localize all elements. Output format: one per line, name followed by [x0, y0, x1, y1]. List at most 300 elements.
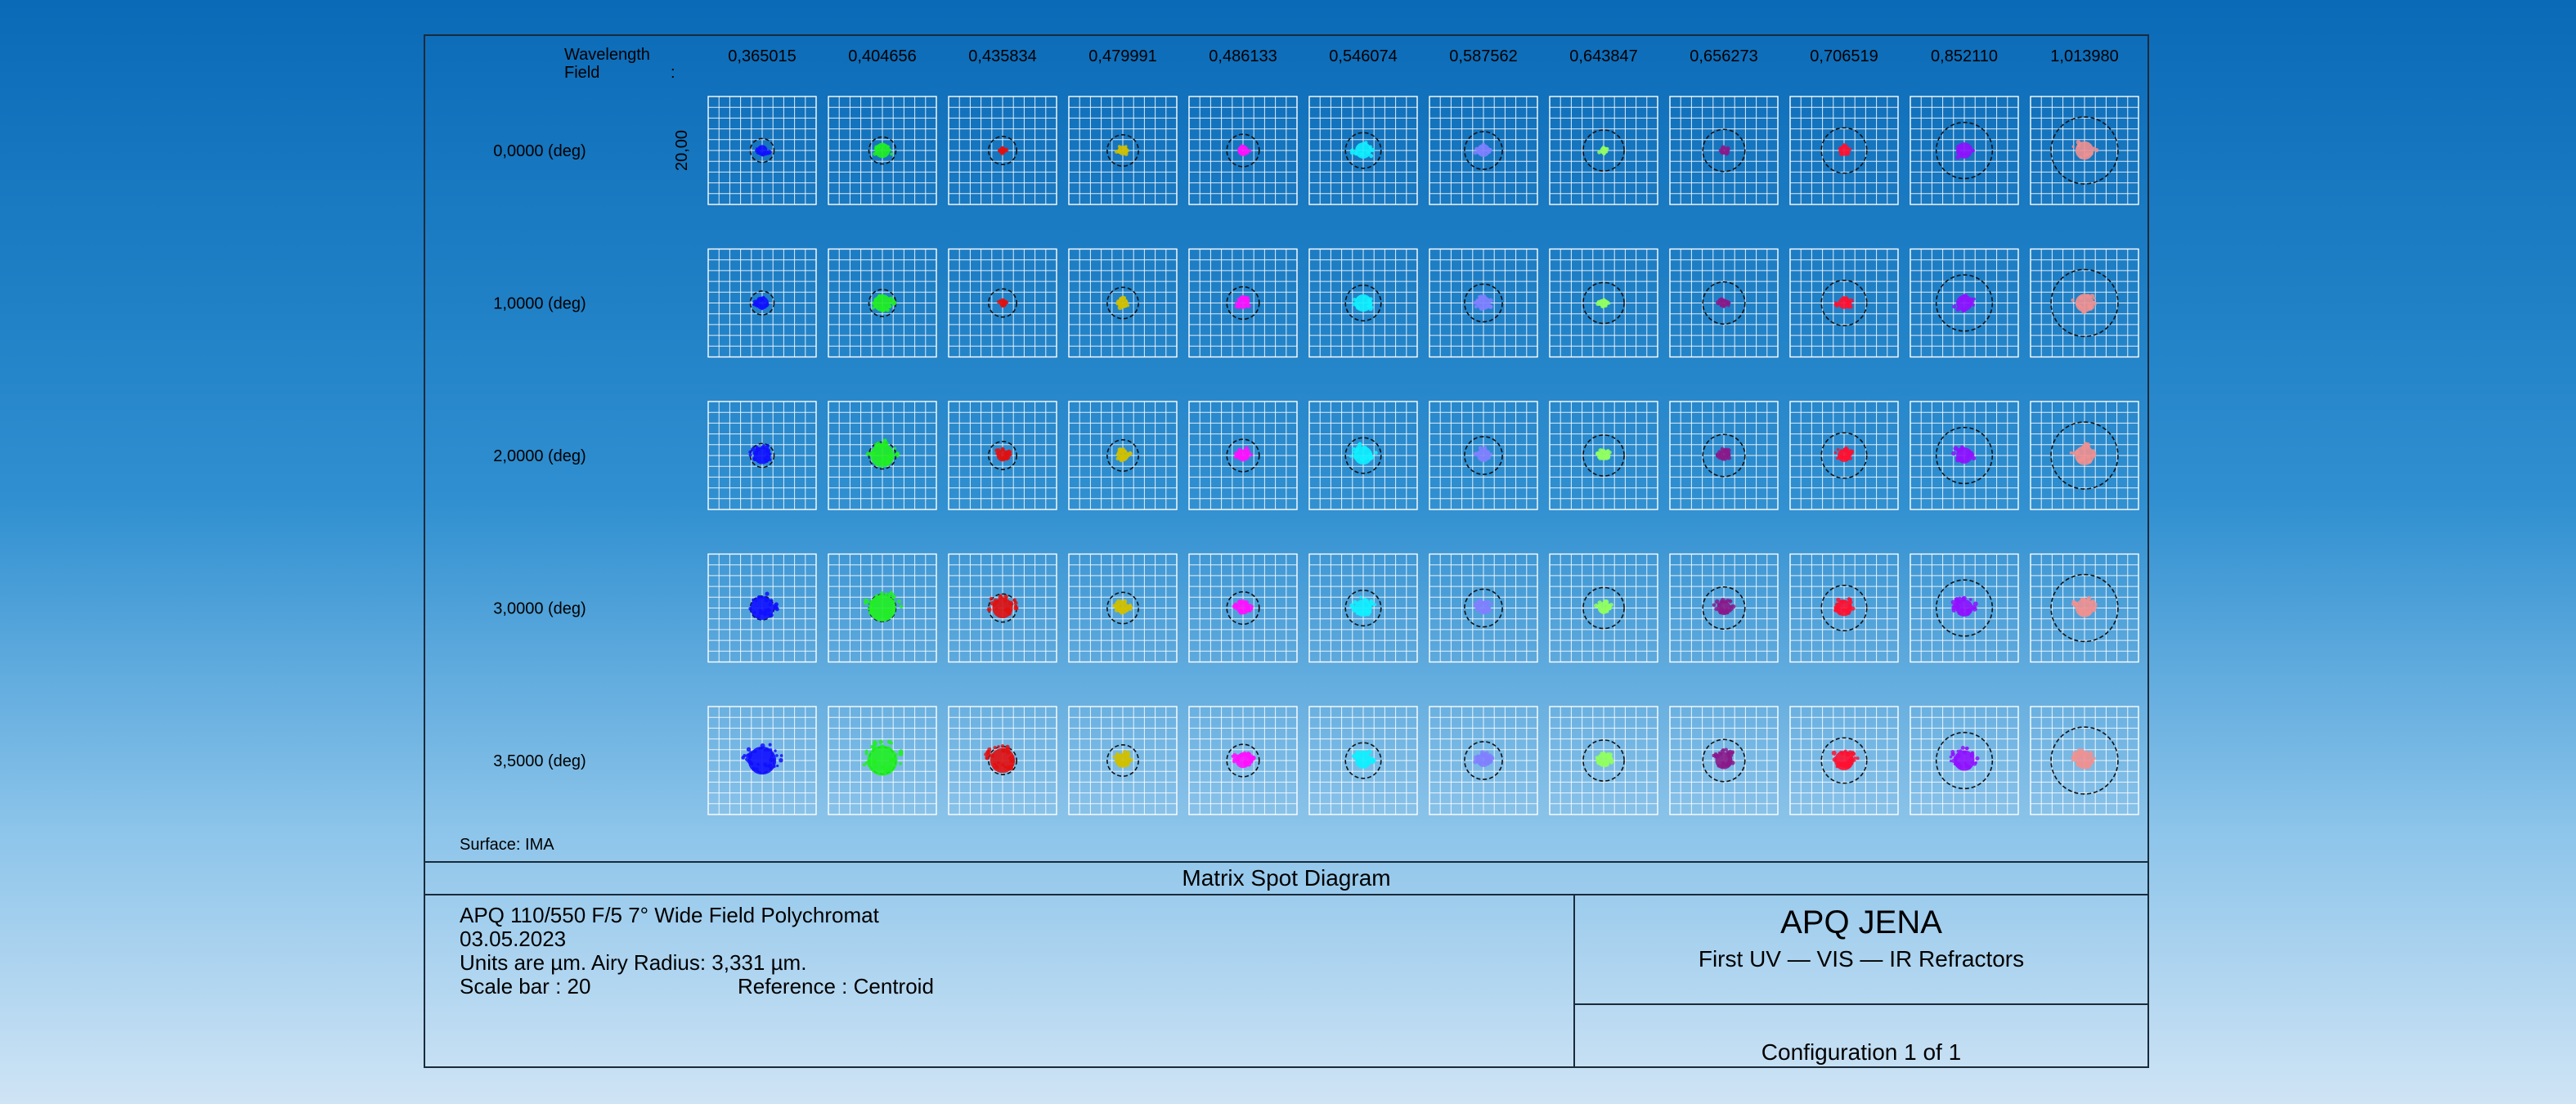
brand-panel	[1573, 894, 2149, 1005]
ray-point	[1476, 148, 1479, 150]
ray-point	[756, 763, 759, 765]
ray-point	[2089, 752, 2094, 756]
wavelength-value: 0,546074	[1329, 47, 1398, 65]
ray-point	[1596, 604, 1600, 608]
ray-point	[1957, 301, 1960, 304]
ray-point	[1597, 759, 1600, 762]
ray-point	[1598, 600, 1602, 604]
ray-point	[1124, 145, 1128, 148]
ray-point	[1355, 448, 1359, 452]
ray-point	[1725, 151, 1729, 155]
ray-point	[880, 591, 883, 595]
ray-point	[1479, 146, 1483, 149]
ray-point	[1961, 746, 1965, 750]
ray-point	[2092, 449, 2095, 452]
wavelength-value: 0,587562	[1449, 47, 1518, 65]
configuration-label: Configuration 1 of 1	[1573, 1003, 2149, 1068]
ray-point	[760, 304, 763, 307]
ray-point	[870, 608, 875, 613]
ray-point	[752, 611, 756, 614]
ray-point	[1358, 760, 1363, 765]
ray-point	[1728, 760, 1732, 764]
ray-point	[873, 152, 877, 156]
ray-point	[1839, 599, 1843, 604]
ray-point	[2080, 156, 2082, 159]
ray-point	[887, 595, 891, 598]
ray-point	[1369, 154, 1373, 158]
brand-name: APQ JENA	[1780, 904, 1942, 940]
ray-point	[990, 601, 994, 605]
ray-point	[2088, 306, 2092, 310]
wavelength-value: 0,479991	[1088, 47, 1157, 65]
ray-point	[769, 452, 772, 456]
ray-point	[1960, 153, 1964, 157]
ray-point	[2072, 146, 2075, 148]
ray-point	[887, 747, 891, 750]
ray-point	[1240, 296, 1242, 298]
ray-point	[900, 605, 903, 608]
ray-point	[1010, 603, 1013, 606]
ray-point	[1963, 751, 1967, 754]
ray-point	[769, 758, 774, 763]
ray-point	[780, 754, 783, 757]
wavelength-label: Wavelength	[564, 46, 650, 64]
ray-point	[758, 146, 762, 150]
ray-point	[1959, 608, 1964, 613]
ray-point	[863, 763, 866, 766]
ray-point	[1597, 452, 1600, 455]
ray-point	[1838, 146, 1841, 149]
ray-point	[2090, 294, 2094, 298]
scale-bar-text: Scale bar : 20	[460, 974, 591, 999]
ray-point	[1120, 448, 1123, 451]
ray-point	[2089, 152, 2093, 155]
ray-point	[1129, 604, 1131, 606]
ray-point	[880, 443, 884, 447]
ray-point	[890, 592, 894, 596]
ray-point	[748, 761, 752, 765]
ray-point	[889, 305, 892, 308]
wavelength-value: 0,656273	[1690, 47, 1758, 65]
ray-point	[1002, 748, 1007, 753]
ray-point	[1726, 611, 1730, 615]
ray-point	[869, 766, 872, 769]
ray-point	[1126, 303, 1129, 307]
ray-point	[1730, 605, 1733, 608]
ray-point	[1482, 142, 1486, 146]
ray-point	[1482, 609, 1487, 614]
ray-point	[877, 146, 881, 149]
ray-point	[1362, 456, 1367, 460]
ray-point	[1012, 760, 1015, 763]
ray-point	[1232, 753, 1236, 757]
wavelength-value: 0,435834	[968, 47, 1037, 65]
ray-point	[1837, 448, 1839, 451]
ray-point	[886, 145, 890, 148]
spot-core	[1355, 142, 1371, 159]
ray-point	[766, 455, 770, 458]
ray-point	[2082, 444, 2085, 447]
ray-point	[1722, 449, 1727, 454]
ray-point	[1014, 604, 1017, 608]
info-panel	[424, 894, 1575, 1068]
ray-point	[996, 448, 1000, 452]
ray-point	[2083, 154, 2086, 157]
ray-point	[748, 607, 752, 611]
ray-point	[995, 608, 998, 610]
wavelength-value: 0,852110	[1931, 47, 1998, 65]
ray-point	[1971, 761, 1973, 763]
ray-point	[2093, 608, 2096, 612]
ray-point	[882, 144, 885, 147]
ray-point	[1604, 607, 1608, 610]
ray-point	[2081, 456, 2085, 460]
ray-point	[1248, 149, 1251, 152]
ray-point	[1721, 600, 1724, 603]
ray-point	[996, 600, 999, 604]
ray-point	[1605, 451, 1609, 456]
ray-point	[2093, 146, 2096, 150]
ray-point	[1123, 304, 1126, 307]
ray-point	[1353, 298, 1356, 301]
ray-point	[774, 749, 776, 752]
ray-point	[1349, 455, 1353, 458]
ray-point	[753, 457, 757, 461]
ray-point	[990, 597, 994, 601]
ray-point	[1117, 301, 1121, 305]
ray-point	[880, 744, 884, 748]
ray-point	[1484, 759, 1489, 764]
ray-point	[1371, 456, 1374, 459]
ray-point	[1726, 448, 1730, 452]
ray-point	[1850, 758, 1854, 762]
ray-point	[1476, 299, 1481, 304]
ray-point	[2074, 754, 2077, 757]
ray-point	[985, 756, 989, 761]
ray-point	[1959, 749, 1962, 752]
ray-point	[888, 148, 891, 151]
ray-point	[1362, 751, 1366, 755]
ray-point	[1603, 761, 1608, 765]
ray-point	[2090, 759, 2094, 763]
ray-point	[1356, 756, 1358, 758]
ray-point	[1359, 611, 1362, 613]
ray-point	[1972, 149, 1975, 151]
field-label-value: 3,5000 (deg)	[493, 752, 586, 770]
ray-point	[1607, 752, 1610, 756]
ray-point	[754, 767, 758, 771]
ray-point	[885, 460, 890, 464]
ray-point	[1246, 607, 1250, 611]
ray-point	[889, 749, 891, 752]
ray-point	[765, 592, 769, 596]
ray-point	[1843, 764, 1848, 769]
ray-point	[1847, 146, 1849, 149]
ray-point	[897, 599, 901, 604]
ray-point	[1834, 451, 1837, 454]
ray-point	[1004, 595, 1008, 599]
units-note: Units are µm. Airy Radius: 3,331 µm.	[460, 950, 807, 975]
ray-point	[1239, 754, 1242, 757]
wavelength-value: 0,365015	[728, 47, 797, 65]
brand-subtitle: First UV — VIS — IR Refractors	[1698, 946, 2025, 972]
ray-point	[1951, 451, 1956, 456]
ray-point	[761, 298, 764, 301]
ray-point	[1965, 459, 1968, 462]
ray-point	[1721, 455, 1726, 460]
ray-point	[1359, 152, 1363, 156]
ray-point	[1968, 146, 1972, 149]
ray-point	[755, 599, 757, 602]
ray-point	[1847, 597, 1851, 600]
ray-point	[1356, 306, 1360, 310]
ray-point	[2076, 302, 2080, 306]
ray-point	[1002, 299, 1005, 303]
ray-point	[1966, 608, 1971, 613]
ray-point	[769, 765, 772, 769]
ray-point	[2086, 765, 2090, 769]
ray-point	[1118, 145, 1121, 148]
ray-point	[1249, 756, 1254, 761]
ray-point	[1955, 155, 1959, 159]
ray-point	[1358, 442, 1362, 447]
ray-point	[884, 443, 888, 447]
ray-point	[894, 447, 896, 450]
ray-point	[890, 152, 893, 155]
ray-point	[2075, 602, 2077, 604]
ray-point	[1370, 600, 1373, 604]
ray-point	[1730, 752, 1734, 755]
ray-point	[1609, 756, 1613, 761]
ray-point	[1353, 600, 1358, 605]
ray-point	[1718, 298, 1722, 302]
ray-point	[1124, 300, 1128, 303]
ray-point	[1356, 612, 1359, 615]
ray-point	[1233, 603, 1237, 607]
ray-point	[1008, 609, 1012, 613]
ray-point	[1952, 608, 1956, 613]
ray-point	[1967, 304, 1970, 307]
ray-point	[1841, 752, 1844, 755]
ray-point	[1968, 298, 1972, 303]
ray-point	[1479, 307, 1483, 311]
ray-point	[765, 459, 769, 463]
ray-point	[2077, 459, 2082, 464]
wavelength-value: 0,706519	[1810, 47, 1878, 65]
ray-point	[765, 598, 769, 602]
ray-point	[1833, 757, 1838, 762]
ray-point	[867, 608, 869, 610]
ray-point	[1488, 610, 1491, 613]
ray-point	[2076, 763, 2080, 766]
ray-point	[1482, 456, 1484, 459]
ray-point	[2079, 295, 2083, 299]
ray-point	[1374, 451, 1378, 455]
ray-point	[1362, 446, 1367, 451]
ray-point	[1961, 446, 1964, 449]
field-label-value: 2,0000 (deg)	[493, 447, 586, 465]
lens-description: APQ 110/550 F/5 7° Wide Field Polychromat	[460, 903, 879, 927]
ray-point	[2084, 752, 2087, 755]
ray-point	[884, 439, 886, 442]
ray-point	[1606, 301, 1609, 304]
ray-point	[1961, 597, 1966, 602]
ray-point	[882, 457, 886, 460]
ray-point	[1245, 447, 1249, 451]
ray-point	[1975, 761, 1977, 764]
ray-point	[891, 600, 895, 604]
ray-point	[751, 447, 755, 451]
ray-point	[754, 750, 757, 753]
ray-point	[769, 743, 772, 747]
ray-point	[776, 765, 779, 767]
ray-point	[1366, 608, 1369, 612]
ray-point	[1975, 756, 1979, 761]
ray-point	[1477, 755, 1479, 757]
ray-point	[1367, 305, 1370, 308]
ray-point	[898, 752, 903, 756]
ray-point	[748, 451, 752, 454]
ray-point	[2087, 596, 2091, 600]
ray-point	[1842, 143, 1846, 146]
ray-point	[1485, 452, 1490, 457]
ray-point	[1352, 753, 1356, 757]
ray-point	[761, 596, 764, 599]
ray-point	[1125, 608, 1129, 613]
ray-point	[1602, 449, 1606, 453]
ray-point	[890, 742, 893, 745]
ray-point	[1966, 298, 1968, 301]
ray-point	[1715, 599, 1720, 604]
ray-point	[1839, 152, 1843, 156]
ray-point	[1115, 754, 1118, 757]
ray-point	[1005, 301, 1008, 304]
ray-point	[1120, 601, 1124, 604]
ray-point	[873, 760, 877, 764]
ray-point	[1124, 150, 1128, 154]
ray-point	[1836, 603, 1839, 606]
ray-point	[2093, 301, 2095, 303]
ray-point	[1117, 149, 1121, 153]
ray-point	[1726, 608, 1728, 610]
ray-point	[997, 761, 1000, 765]
ray-point	[775, 754, 779, 757]
ray-point	[1956, 450, 1959, 453]
ray-point	[1474, 452, 1477, 456]
ray-point	[1362, 765, 1365, 768]
ray-point	[1115, 457, 1119, 460]
ray-point	[1370, 304, 1373, 307]
ray-point	[1833, 608, 1837, 612]
ray-point	[1119, 298, 1121, 300]
ray-point	[769, 748, 772, 752]
ray-point	[899, 762, 902, 765]
ray-point	[1972, 607, 1977, 612]
ray-point	[1956, 146, 1960, 150]
ray-point	[1000, 146, 1005, 151]
ray-point	[868, 600, 873, 604]
wavelength-value: 0,404656	[848, 47, 917, 65]
ray-point	[1962, 613, 1965, 616]
ray-point	[986, 751, 990, 754]
ray-point	[1604, 601, 1608, 605]
ray-point	[1490, 603, 1493, 606]
ray-point	[1959, 144, 1961, 146]
ray-point	[1834, 303, 1838, 307]
ray-point	[1603, 152, 1605, 155]
ray-point	[1241, 599, 1244, 603]
ray-point	[1960, 459, 1964, 463]
ray-point	[2071, 298, 2075, 303]
ray-point	[1597, 300, 1601, 304]
ray-point	[2080, 763, 2084, 767]
ray-point	[1367, 749, 1372, 754]
ray-point	[1964, 764, 1969, 769]
ray-point	[886, 308, 890, 312]
ray-point	[2086, 294, 2091, 298]
ray-point	[1726, 750, 1730, 753]
ray-point	[1838, 455, 1842, 460]
ray-point	[756, 150, 760, 155]
wavelength-value: 0,486133	[1209, 47, 1277, 65]
ray-point	[1479, 600, 1484, 605]
ray-point	[881, 765, 885, 770]
ray-point	[1124, 761, 1126, 763]
field-label-value: 0,0000 (deg)	[493, 142, 586, 160]
ray-point	[1833, 606, 1836, 608]
ray-point	[1838, 612, 1842, 615]
ray-point	[1488, 304, 1493, 309]
ray-point	[868, 612, 871, 614]
ray-point	[1370, 756, 1373, 760]
ray-point	[889, 610, 892, 613]
ray-point	[1953, 756, 1956, 760]
ray-point	[1848, 605, 1852, 609]
ray-point	[1366, 612, 1371, 617]
ray-point	[879, 595, 882, 598]
ray-point	[741, 756, 744, 759]
ray-point	[769, 603, 772, 606]
ray-point	[881, 308, 885, 312]
ray-point	[994, 746, 997, 749]
ray-point	[1847, 300, 1851, 305]
ray-point	[1246, 303, 1251, 308]
ray-point	[1720, 611, 1723, 614]
ray-point	[763, 762, 767, 766]
ray-point	[895, 753, 898, 756]
ray-point	[1965, 747, 1968, 749]
ray-point	[1366, 599, 1369, 603]
ray-point	[1014, 601, 1018, 605]
ray-point	[1350, 150, 1355, 155]
ray-point	[1359, 595, 1362, 599]
ray-point	[877, 294, 880, 297]
ray-point	[1721, 151, 1725, 155]
ray-point	[872, 747, 876, 751]
ray-point	[770, 599, 773, 602]
ray-point	[1240, 145, 1243, 148]
ray-point	[2081, 310, 2085, 314]
ray-point	[1123, 296, 1126, 299]
ray-point	[769, 613, 774, 617]
ray-point	[1848, 750, 1852, 754]
ray-point	[2079, 141, 2081, 144]
ray-point	[1969, 451, 1973, 456]
spot-matrix	[425, 36, 2147, 862]
ray-point	[756, 147, 759, 150]
ray-point	[872, 307, 874, 309]
ray-point	[891, 596, 895, 599]
